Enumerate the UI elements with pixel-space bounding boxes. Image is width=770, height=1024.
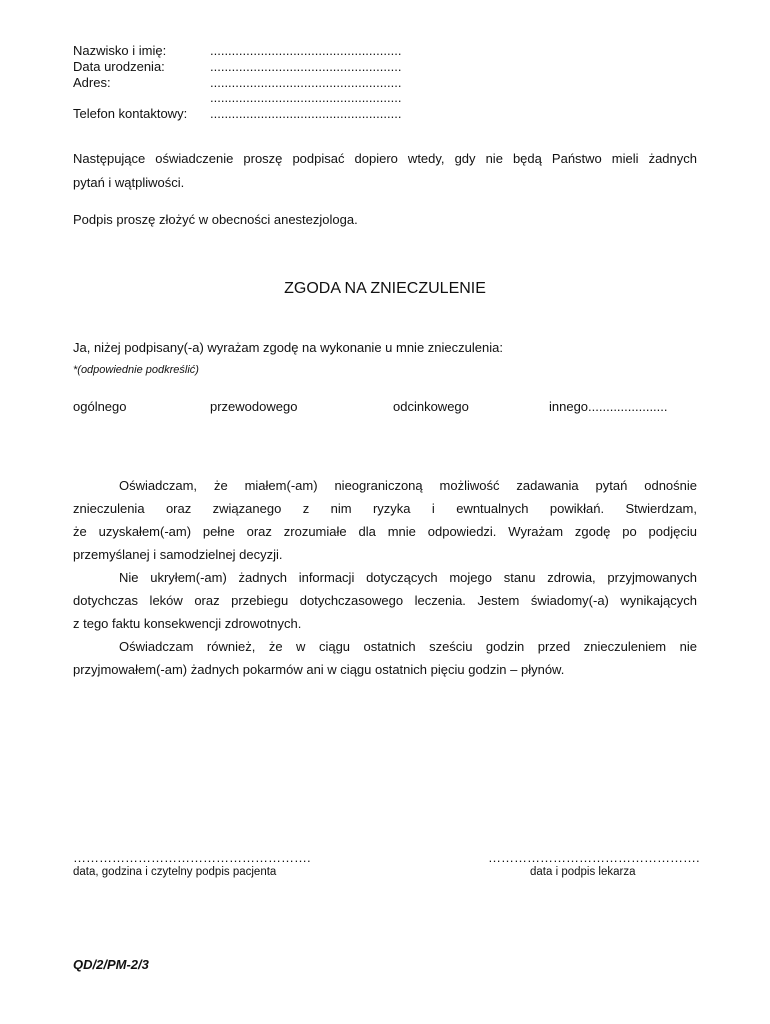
birth-date-label: Data urodzenia: xyxy=(73,59,165,74)
declaration-paragraph-2 xyxy=(73,566,697,635)
birth-date-field[interactable]: ..................................................... xyxy=(210,59,402,74)
declaration-p1-line: przemyślanej i samodzielnej decyzji. xyxy=(73,547,283,562)
consent-intro: Ja, niżej podpisany(-a) wyrażam zgodę na wykonanie u mnie znieczulenia: xyxy=(73,340,503,355)
declaration-p2-line: Nie ukryłem(-am) żadnych informacji dotyczących mojego stanu zdrowia, przyjmowanych xyxy=(119,570,697,585)
declaration-p1-line: Oświadczam, że miałem(-am) nieograniczoną możliwość zadawania pytań odnośnie xyxy=(119,478,697,493)
instruction-line-3: Podpis proszę złożyć w obecności anestezjologa. xyxy=(73,212,358,227)
doctor-signature-line[interactable]: …………………………………………. xyxy=(488,850,700,865)
surname-name-label: Nazwisko i imię: xyxy=(73,43,167,58)
option-other[interactable]: innego...................... xyxy=(549,399,668,414)
surname-name-field[interactable]: ..................................................... xyxy=(210,43,402,58)
instruction-line-2: pytań i wątpliwości. xyxy=(73,175,185,190)
declaration-paragraph-1 xyxy=(73,474,697,566)
patient-signature-label: data, godzina i czytelny podpis pacjenta xyxy=(73,866,277,878)
instruction-line-1: Następujące oświadczenie proszę podpisać dopiero wtedy, gdy nie będą Państwo mieli żadnych xyxy=(73,151,697,166)
form-code: QD/2/PM-2/3 xyxy=(73,957,149,972)
declaration-p1-line: znieczulenia oraz związanego z nim ryzyka i ewntualnych powikłań. Stwierdzam, xyxy=(73,501,697,516)
phone-label: Telefon kontaktowy: xyxy=(73,106,188,121)
address-label: Adres: xyxy=(73,75,111,90)
declaration-p3-line: Oświadczam również, że w ciągu ostatnich sześciu godzin przed znieczuleniem nie xyxy=(119,639,697,654)
declaration-p1-line: że uzyskałem(-am) pełne oraz zrozumiałe dla mnie odpowiedzi. Wyrażam zgodę po podjęciu xyxy=(73,524,697,539)
option-conduction[interactable]: przewodowego xyxy=(210,399,298,414)
consent-note: *(odpowiednie podkreślić) xyxy=(73,364,199,376)
phone-field[interactable]: ..................................................... xyxy=(210,106,402,121)
document-title: ZGODA NA ZNIECZULENIE xyxy=(284,280,486,297)
patient-signature-line[interactable]: ………………………………………………. xyxy=(73,850,311,865)
declaration-p3-line: przyjmowałem(-am) żadnych pokarmów ani w ciągu ostatnich pięciu godzin – płynów. xyxy=(73,662,565,677)
option-general[interactable]: ogólnego xyxy=(73,399,127,414)
address-field-line-2[interactable]: ..................................................... xyxy=(210,90,402,105)
declaration-p2-line: z tego faktu konsekwencji zdrowotnych. xyxy=(73,616,302,631)
address-field-line-1[interactable]: ..................................................... xyxy=(210,75,402,90)
declaration-p2-line: dotychczas leków oraz przebiegu dotychczasowego leczenia. Jestem świadomy(-a) wynikających xyxy=(73,593,697,608)
doctor-signature-label: data i podpis lekarza xyxy=(530,866,636,878)
declaration-paragraph-3 xyxy=(73,635,697,681)
option-segmental[interactable]: odcinkowego xyxy=(393,399,469,414)
